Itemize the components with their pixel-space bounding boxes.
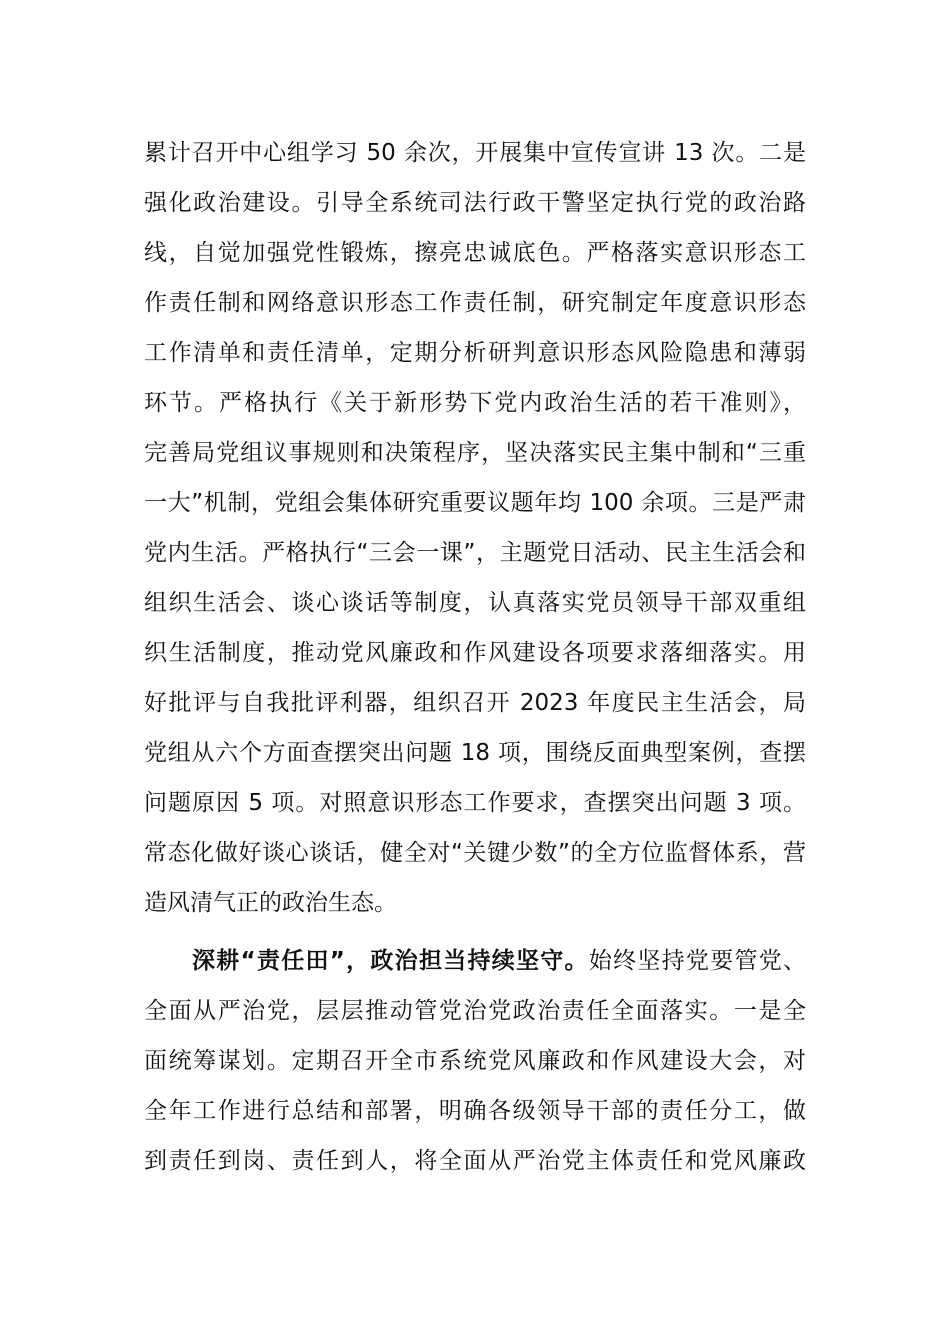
text-line: 常态化做好谈心谈话，健全对“关键少数”的全方位监督体系，营 bbox=[144, 840, 806, 866]
text-line: 好批评与自我批评利器，组织召开 2023 年度民主生活会，局 bbox=[144, 690, 806, 716]
paragraph-heading: 深耕“责任田”，政治担当持续坚守。 bbox=[192, 948, 589, 974]
text-line-first bbox=[144, 936, 806, 986]
text-line: 作责任制和网络意识形态工作责任制，研究制定年度意识形态 bbox=[144, 290, 806, 316]
text-line: 组织生活会、谈心谈话等制度，认真落实党员领导干部双重组 bbox=[144, 590, 806, 616]
text-line: 织生活制度，推动党风廉政和作风建设各项要求落细落实。用 bbox=[144, 640, 806, 666]
text-line: 环节。严格执行《关于新形势下党内政治生活的若干准则》， bbox=[144, 390, 806, 416]
text-line: 面统筹谋划。定期召开全市系统党风廉政和作风建设大会，对 bbox=[144, 1048, 806, 1074]
text-line: 全面从严治党，层层推动管党治党政治责任全面落实。一是全 bbox=[144, 998, 806, 1024]
text-line: 党内生活。严格执行“三会一课”，主题党日活动、民主生活会和 bbox=[144, 540, 806, 566]
text-line: 完善局党组议事规则和决策程序，坚决落实民主集中制和“三重 bbox=[144, 440, 806, 466]
paragraph-1 bbox=[144, 128, 806, 928]
text-line: 工作清单和责任清单，定期分析研判意识形态风险隐患和薄弱 bbox=[144, 340, 806, 366]
text-line: 问题原因 5 项。对照意识形态工作要求，查摆突出问题 3 项。 bbox=[144, 790, 806, 816]
paragraph-2 bbox=[144, 936, 806, 1186]
text-line: 全年工作进行总结和部署，明确各级领导干部的责任分工，做 bbox=[144, 1098, 806, 1124]
text-line: 累计召开中心组学习 50 余次，开展集中宣传宣讲 13 次。二是 bbox=[144, 140, 806, 166]
text-line: 造风清气正的政治生态。 bbox=[144, 890, 397, 916]
text-line: 强化政治建设。引导全系统司法行政干警坚定执行党的政治路 bbox=[144, 190, 806, 216]
text-line: 线，自觉加强党性锻炼，擦亮忠诚底色。严格落实意识形态工 bbox=[144, 240, 806, 266]
heading-line-rest: 始终坚持党要管党、 bbox=[588, 948, 806, 974]
text-line: 到责任到岗、责任到人，将全面从严治党主体责任和党风廉政 bbox=[144, 1148, 806, 1174]
text-line: 一大”机制，党组会集体研究重要议题年均 100 余项。三是严肃 bbox=[144, 490, 806, 516]
text-line: 党组从六个方面查摆突出问题 18 项，围绕反面典型案例，查摆 bbox=[144, 740, 806, 766]
